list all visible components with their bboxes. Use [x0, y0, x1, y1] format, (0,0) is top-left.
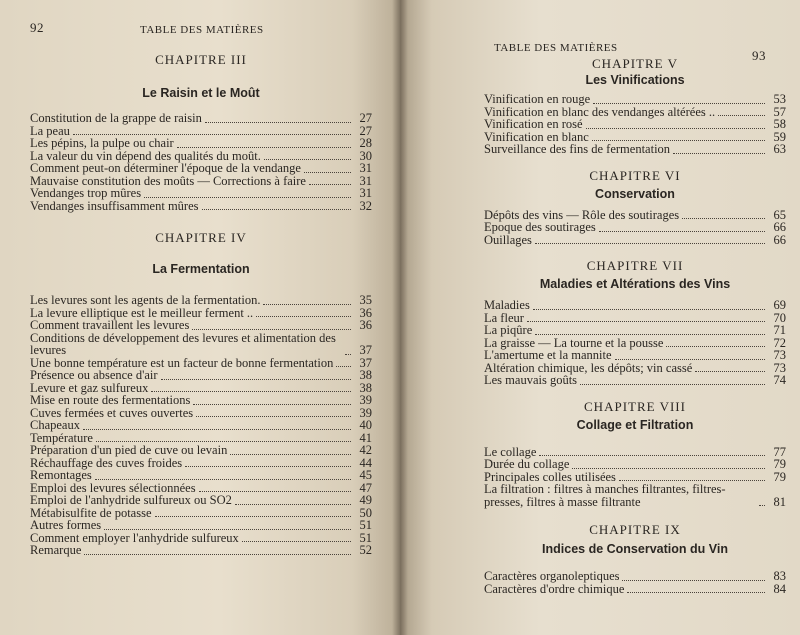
leader-dots — [535, 242, 765, 244]
toc-entry — [30, 369, 372, 382]
leader-dots — [345, 353, 351, 355]
toc-list — [30, 294, 372, 557]
toc-entry-label: Comment employer l'anhydride sulfureux — [30, 530, 239, 545]
toc-entry-page: 52 — [359, 543, 372, 557]
leader-dots — [95, 478, 351, 480]
leader-dots — [256, 315, 351, 317]
chapter-heading: CHAPITRE IX — [589, 522, 681, 537]
toc-entry-page: 59 — [773, 129, 786, 144]
toc-entry-page: 84 — [773, 581, 786, 596]
toc-entry-label: Emploi de l'anhydride sulfureux ou SO2 — [30, 493, 232, 507]
toc-entry-label: La valeur du vin dépend des qualités du moût. — [30, 148, 261, 163]
toc-entry — [30, 187, 372, 200]
toc-entry-page: 37 — [359, 355, 372, 370]
toc-entry — [30, 162, 372, 175]
toc-entry — [484, 93, 786, 106]
right-running-title: TABLE DES MATIÈRES — [494, 42, 618, 54]
toc-entry — [484, 349, 786, 362]
chapter-v — [484, 56, 786, 156]
toc-entry-page: 41 — [359, 430, 372, 445]
toc-entry-label: Mauvaise constitution des moûts — Corrections à faire — [30, 173, 306, 188]
toc-entry-page: 74 — [773, 373, 786, 387]
chapter-title: Collage et Filtration — [576, 417, 694, 432]
toc-entry-page: 66 — [773, 220, 786, 234]
toc-entry-label: Réchauffage des cuves froides — [30, 455, 183, 470]
leader-dots — [627, 591, 765, 593]
leader-dots — [580, 383, 765, 385]
leader-dots — [673, 152, 765, 154]
toc-entry — [30, 137, 372, 150]
leader-dots — [619, 479, 765, 481]
toc-entry-label: La fleur — [484, 310, 524, 325]
toc-entry-page: 31 — [359, 173, 372, 188]
toc-entry — [484, 299, 786, 312]
toc-entry-page: 38 — [359, 368, 372, 382]
leader-dots — [151, 390, 351, 392]
chapter-title: La Fermentation — [152, 262, 250, 276]
leader-dots — [230, 453, 351, 455]
chapter-heading: CHAPITRE V — [592, 56, 678, 71]
toc-entry-page: 81 — [773, 494, 786, 509]
toc-entry-page: 79 — [773, 457, 786, 471]
toc-entry-page: 31 — [359, 186, 372, 200]
toc-entry-label: Levure et gaz sulfureux — [30, 380, 149, 395]
chapter-vi — [484, 168, 786, 247]
leader-dots — [193, 403, 351, 405]
toc-entry-page: 44 — [359, 455, 372, 470]
toc-entry-label: L'amertume et la mannite — [484, 348, 612, 362]
toc-entry-page: 77 — [773, 444, 786, 459]
toc-entry-label: Mise en route des fermentations — [30, 393, 191, 407]
leader-dots — [235, 503, 351, 505]
toc-entry-page: 69 — [773, 298, 786, 312]
leader-dots — [73, 133, 351, 135]
chapter-heading: CHAPITRE VI — [589, 167, 681, 183]
leader-dots — [96, 440, 351, 442]
chapter-heading: CHAPITRE VII — [586, 258, 684, 273]
toc-entry-label: Epoque des soutirages — [484, 220, 596, 234]
right-page-number: 93 — [752, 48, 766, 63]
leader-dots — [104, 528, 351, 530]
chapter-title: Conservation — [595, 186, 675, 201]
toc-entry-page: 32 — [359, 198, 372, 213]
toc-entry — [30, 494, 372, 507]
chapter-viii — [484, 399, 786, 509]
toc-entry — [30, 532, 372, 545]
leader-dots — [593, 102, 765, 104]
toc-entry-page: 37 — [359, 343, 372, 357]
toc-entry-page: 71 — [773, 323, 786, 337]
toc-entry — [484, 570, 786, 583]
chapter-heading: CHAPITRE VIII — [584, 398, 686, 414]
leader-dots — [586, 127, 765, 129]
leader-dots — [185, 465, 351, 467]
toc-entry-page: 83 — [773, 569, 786, 583]
toc-entry-page: 50 — [359, 505, 372, 520]
toc-entry-page: 49 — [359, 493, 372, 507]
toc-entry — [484, 118, 786, 131]
book-gutter — [392, 0, 408, 635]
toc-entry-page: 66 — [773, 232, 786, 247]
left-running-title: TABLE DES MATIÈRES — [140, 24, 264, 36]
toc-entry-page: 36 — [359, 305, 372, 320]
toc-entry-label: Vinification en rosé — [484, 117, 583, 131]
leader-dots — [264, 158, 351, 160]
leader-dots — [539, 454, 765, 456]
leader-dots — [155, 515, 352, 517]
toc-entry-label: Remontages — [30, 468, 92, 482]
leader-dots — [666, 345, 765, 347]
toc-entry-label: Vinification en blanc des vendanges altérées .. — [484, 104, 716, 119]
toc-entry-label: Caractères organoleptiques — [484, 569, 620, 583]
toc-entry-page: 39 — [359, 393, 372, 407]
leader-dots — [533, 308, 765, 310]
toc-entry-label: Préparation d'un pied de cuve ou levain — [30, 443, 228, 457]
toc-entry — [484, 234, 786, 247]
toc-entry-label: Température — [30, 430, 93, 445]
leader-dots — [84, 553, 351, 555]
toc-entry-label: Cuves fermées et cuves ouvertes — [30, 405, 194, 420]
toc-entry — [30, 544, 372, 557]
leader-dots — [682, 217, 765, 219]
leader-dots — [759, 504, 765, 506]
toc-entry-page: 79 — [773, 469, 786, 484]
toc-entry-page: 36 — [359, 318, 372, 332]
toc-entry-label: Comment peut-on déterminer l'époque de la vendange — [30, 161, 301, 175]
toc-entry — [484, 221, 786, 234]
toc-entry-page: 45 — [359, 468, 372, 482]
toc-list — [484, 446, 786, 509]
toc-entry-page: 72 — [773, 335, 786, 350]
right-page — [400, 0, 800, 635]
toc-entry — [30, 519, 372, 532]
toc-entry-label: Constitution de la grappe de raisin — [30, 111, 202, 125]
toc-entry — [30, 469, 372, 482]
leader-dots — [622, 579, 765, 581]
toc-entry-page: 65 — [773, 207, 786, 222]
toc-entry-label: Les mauvais goûts — [484, 373, 578, 387]
toc-list — [484, 93, 786, 156]
toc-entry-page: 57 — [773, 104, 786, 119]
toc-entry-label: Remarque — [30, 543, 82, 557]
toc-entry-label: Présence ou absence d'air — [30, 368, 158, 382]
leader-dots — [535, 333, 765, 335]
chapter-vii — [484, 258, 786, 387]
toc-entry — [484, 143, 786, 156]
toc-entry — [30, 319, 372, 332]
toc-entry-label: La graisse — La tourne et la pousse — [484, 335, 664, 350]
toc-entry — [30, 444, 372, 457]
leader-dots — [527, 320, 765, 322]
toc-entry-page: 73 — [773, 360, 786, 375]
toc-entry — [30, 407, 372, 420]
toc-entry-page: 35 — [359, 293, 372, 307]
toc-entry-label: Une bonne température est un facteur de bonne fermentation — [30, 355, 334, 370]
toc-entry-label: Conditions de développement des levures et alimentation des levures — [30, 330, 336, 357]
leader-dots — [144, 196, 351, 198]
toc-list — [484, 299, 786, 387]
leader-dots — [304, 171, 351, 173]
chapter-title: Le Raisin et le Moût — [142, 86, 260, 100]
toc-entry-label: Maladies — [484, 298, 530, 312]
chapter-title: Indices de Conservation du Vin — [542, 542, 728, 556]
toc-entry — [30, 200, 372, 213]
toc-entry-label: Métabisulfite de potasse — [30, 505, 152, 520]
toc-entry — [30, 394, 372, 407]
toc-entry — [484, 458, 786, 471]
toc-list — [484, 570, 786, 595]
toc-entry-label: La peau — [30, 123, 70, 138]
leader-dots — [196, 415, 351, 417]
toc-entry — [484, 324, 786, 337]
chapter-title: Les Vinifications — [585, 73, 685, 87]
toc-entry-page: 42 — [359, 443, 372, 457]
toc-entry-page: 51 — [359, 518, 372, 532]
leader-dots — [718, 114, 765, 116]
toc-entry-label: La piqûre — [484, 323, 533, 337]
toc-entry-page: 30 — [359, 148, 372, 163]
leader-dots — [615, 358, 765, 360]
toc-entry-page: 73 — [773, 348, 786, 362]
leader-dots — [202, 208, 352, 210]
toc-entry — [30, 294, 372, 307]
toc-entry — [30, 112, 372, 125]
toc-entry-label: Principales colles utilisées — [484, 469, 616, 484]
toc-entry-label: Ouillages — [484, 232, 532, 247]
toc-entry-label: Vendanges insuffisamment mûres — [30, 198, 199, 213]
toc-entry-page: 47 — [359, 480, 372, 495]
toc-entry — [484, 374, 786, 387]
toc-entry-page: 27 — [359, 123, 372, 138]
toc-entry-page: 39 — [359, 405, 372, 420]
toc-entry — [30, 332, 372, 357]
leader-dots — [309, 183, 351, 185]
chapter-iii — [30, 52, 372, 212]
left-page-number: 92 — [30, 20, 44, 35]
toc-entry-label: La filtration : filtres à manches filtrantes, filtres-presses, filtres à masse filtrante — [484, 482, 726, 509]
leader-dots — [242, 540, 351, 542]
toc-entry-label: Caractères d'ordre chimique — [484, 581, 625, 596]
toc-entry-page: 63 — [773, 142, 786, 156]
toc-entry-page: 70 — [773, 310, 786, 325]
toc-entry — [484, 483, 786, 508]
leader-dots — [592, 139, 765, 141]
left-running-header — [30, 14, 372, 34]
toc-entry-label: La levure elliptique est le meilleur ferment .. — [30, 305, 254, 320]
toc-entry — [30, 419, 372, 432]
leader-dots — [205, 121, 351, 123]
leader-dots — [263, 303, 351, 305]
toc-entry-label: Comment travaillent les levures — [30, 318, 190, 332]
toc-entry-page: 51 — [359, 530, 372, 545]
toc-entry-page: 31 — [359, 161, 372, 175]
leader-dots — [192, 328, 351, 330]
toc-entry-label: Vendanges trop mûres — [30, 186, 142, 200]
leader-dots — [695, 370, 765, 372]
toc-entry-label: Le collage — [484, 444, 537, 459]
toc-entry-label: Emploi des levures sélectionnées — [30, 480, 196, 495]
chapter-iv — [30, 230, 372, 557]
toc-entry-label: Surveillance des fins de fermentation — [484, 142, 671, 156]
toc-entry-label: Chapeaux — [30, 418, 80, 432]
toc-entry-page: 27 — [359, 111, 372, 125]
toc-entry-page: 28 — [359, 136, 372, 150]
chapter-title: Maladies et Altérations des Vins — [539, 277, 731, 291]
chapter-heading: CHAPITRE III — [155, 52, 247, 67]
leader-dots — [83, 428, 351, 430]
leader-dots — [336, 365, 351, 367]
toc-entry-label: Altération chimique, les dépôts; vin cassé — [484, 360, 693, 375]
leader-dots — [572, 467, 765, 469]
toc-entry-page: 40 — [359, 418, 372, 432]
toc-entry — [484, 583, 786, 596]
leader-dots — [177, 146, 351, 148]
leader-dots — [199, 490, 351, 492]
right-running-header — [484, 36, 786, 63]
toc-entry-label: Autres formes — [30, 518, 102, 532]
leader-dots — [161, 378, 351, 380]
toc-entry-page: 58 — [773, 117, 786, 131]
toc-list — [30, 112, 372, 212]
toc-entry-label: Durée du collage — [484, 457, 570, 471]
toc-entry-page: 38 — [359, 380, 372, 395]
toc-entry-label: Les levures sont les agents de la fermentation. — [30, 293, 261, 307]
toc-entry-label: Vinification en blanc — [484, 129, 589, 144]
toc-list — [484, 209, 786, 247]
toc-entry-label: Dépôts des vins — Rôle des soutirages — [484, 207, 680, 222]
chapter-heading: CHAPITRE IV — [155, 230, 247, 245]
toc-entry-label: Vinification en rouge — [484, 92, 591, 106]
chapter-ix — [484, 522, 786, 595]
toc-entry-label: Les pépins, la pulpe ou chair — [30, 136, 174, 150]
toc-entry-page: 53 — [773, 92, 786, 106]
leader-dots — [599, 230, 765, 232]
